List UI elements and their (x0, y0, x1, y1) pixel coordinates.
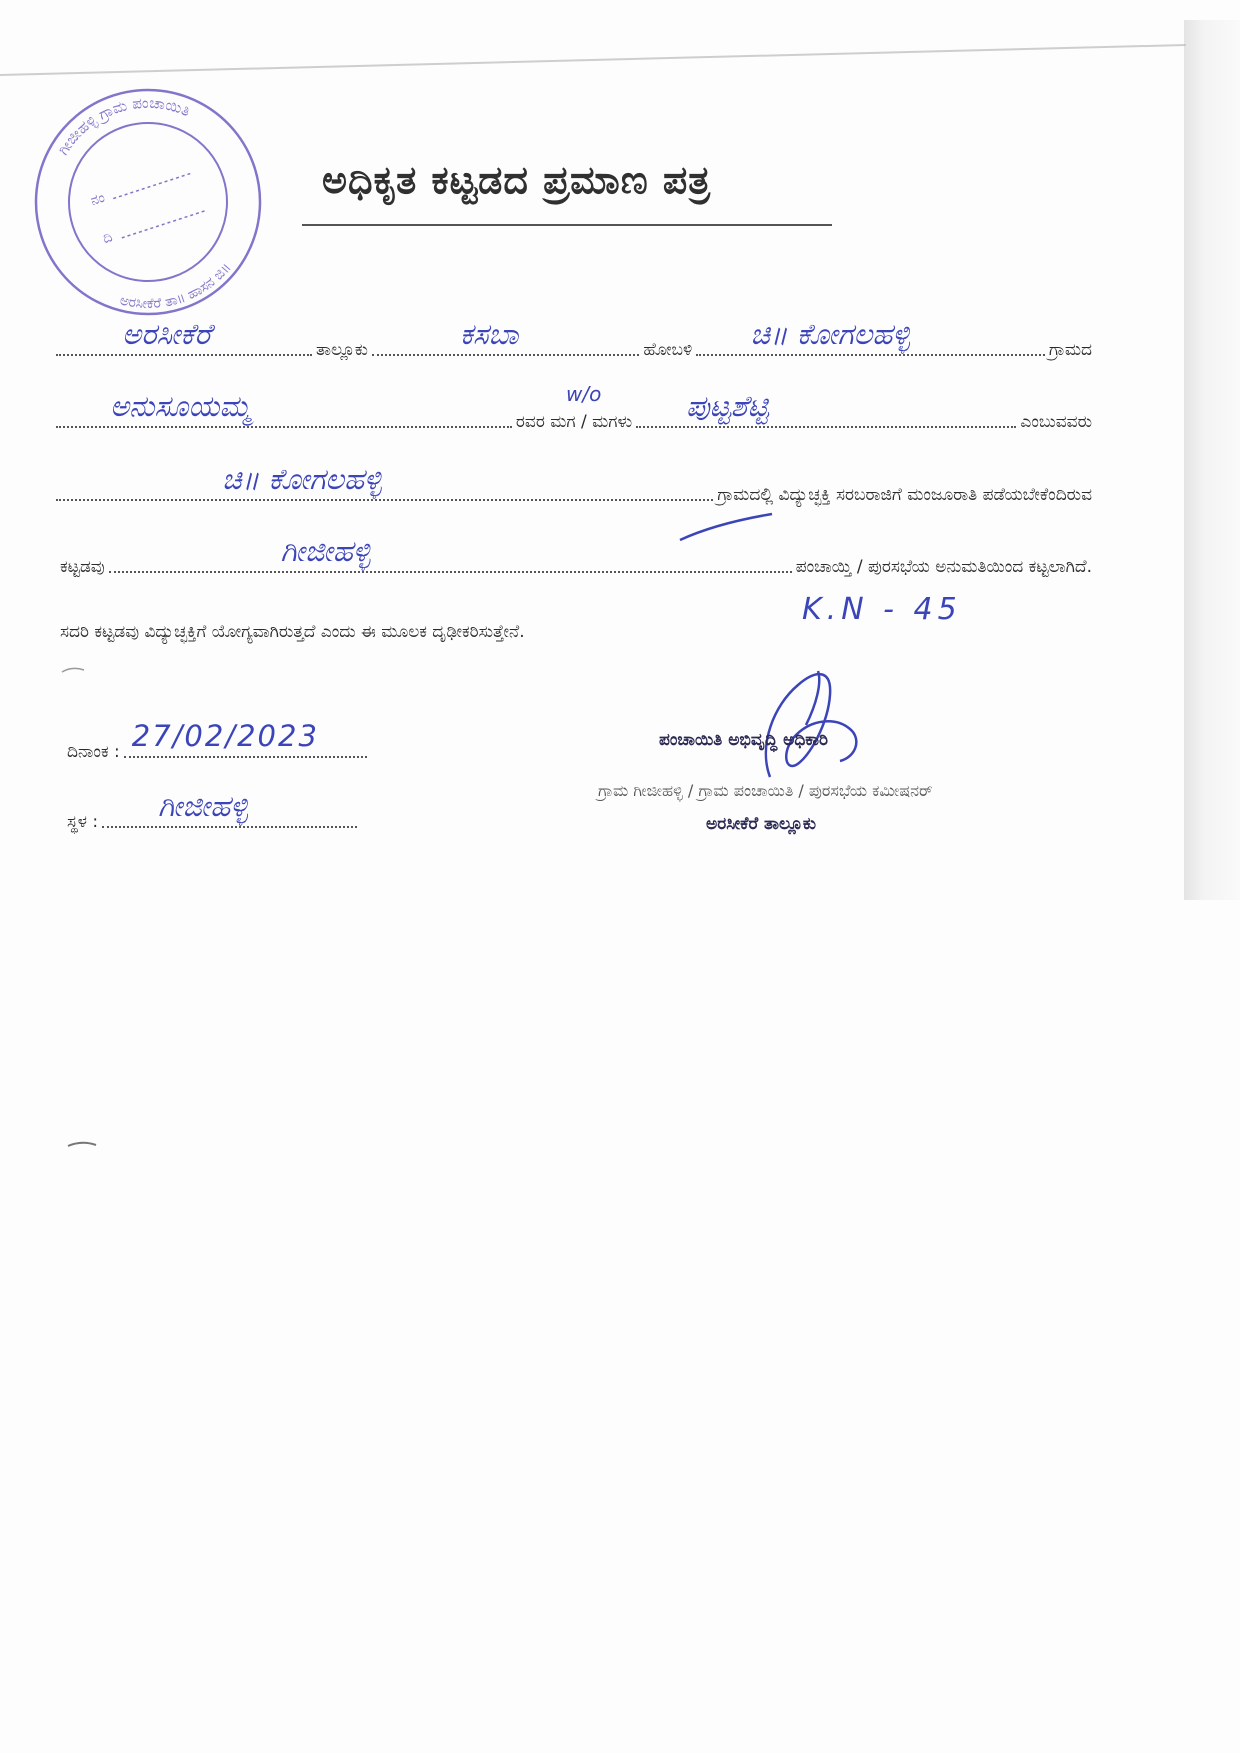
stamp-date-label: ದಿ (100, 229, 115, 248)
supply-text: ಗ್ರಾಮದಲ್ಲಿ ವಿದ್ಯುಚ್ಛಕ್ತಿ ಸರಬರಾಜಿಗೆ ಮಂಜೂರಾತಿ ಪಡೆಯಬೇಕೆಂದಿರುವ (717, 485, 1092, 505)
permission-text: ಪಂಚಾಯ್ತಿ / ಪುರಸಭೆಯ ಅನುಮತಿಯಿಂದ ಕಟ್ಟಲಾಗಿದೆ. (795, 557, 1092, 577)
date-label: ದಿನಾಂಕ : (67, 742, 120, 762)
taluk-blank (56, 317, 312, 356)
line-applicant (56, 382, 1096, 432)
relation-label: ರವರ ಮಗ / ಮಗಳು (515, 412, 633, 432)
name-blank (56, 389, 512, 428)
scan-top-line (0, 44, 1186, 76)
signatory-taluk: ಅರಸೀಕೆರೆ ತಾಲ್ಲೂಕು (706, 814, 816, 834)
supply-village-blank (56, 462, 713, 501)
scan-edge (1184, 20, 1240, 900)
parent-blank (636, 389, 1016, 428)
title-underline (302, 224, 832, 226)
handwritten-tick-mark (676, 510, 776, 544)
village-blank (696, 317, 1045, 356)
stamp-ring-top-text: ಗೀಜೀಹಳ್ಳಿ ಗ್ರಾಮ ಪಂಚಾಯಿತಿ (54, 93, 193, 159)
date-value: 27/02/2023 (131, 719, 319, 753)
parent-value: ಪುಟ್ಟಶೆಟ್ಟಿ (686, 389, 769, 423)
office-stamp (28, 84, 268, 320)
building-label: ಕಟ್ಟಡವು (60, 557, 105, 577)
panchayat-value: ಗೀಜೀಹಳ್ಳಿ (280, 534, 371, 568)
signatory-designation: ಪಂಚಾಯಿತಿ ಅಭಿವೃದ್ಧಿ ಅಧಿಕಾರಿ (659, 730, 828, 750)
date-row (67, 719, 367, 762)
certification-text: ಸದರಿ ಕಟ್ಟಡವು ವಿದ್ಯುಚ್ಛಕ್ತಿಗೆ ಯೋಗ್ಯವಾಗಿರುತ್ತದೆ ಎಂದು ಈ ಮೂಲಕ ದೃಢೀಕರಿಸುತ್ತೇನೆ. (60, 622, 525, 642)
place-row (67, 789, 357, 832)
place-value: ಗೀಜೀಹಳ್ಳಿ (158, 789, 248, 823)
village-label: ಗ್ರಾಮದ (1048, 340, 1092, 360)
place-blank (102, 789, 357, 828)
hobli-label: ಹೋಬಳಿ (643, 340, 693, 360)
reference-number: K.N - 45 (802, 592, 962, 627)
hobli-blank (372, 317, 639, 356)
hobli-value: ಕಸಬಾ (459, 317, 519, 351)
signatory-office: ಗ್ರಾಮ ಗೀಜೀಹಳ್ಳಿ / ಗ್ರಾಮ ಪಂಚಾಯಿತಿ / ಪುರಸಭೆಯ ಕಮೀಷನರ್ (598, 781, 933, 800)
stamp-number-label: ನಂ (88, 189, 107, 210)
line-building-permission (56, 534, 1096, 577)
panchayat-blank (109, 534, 792, 573)
document-title: ಅಧಿಕೃತ ಕಟ್ಟಡದ ಪ್ರಮಾಣ ಪತ್ರ (322, 158, 711, 202)
line-taluk-hobli-village (56, 317, 1096, 360)
signature (752, 665, 872, 787)
line-village-supply (56, 462, 1096, 505)
scan-artifact (68, 1143, 96, 1146)
taluk-value: ಅರಸೀಕೆರೆ (122, 317, 211, 351)
name-value: ಅನುಸೂಯಮ್ಮ (110, 389, 251, 423)
stamp-ring-bottom-text: ಅರಸೀಕೆರೆ ತಾ॥ ಹಾಸನ ಜಿ॥ (118, 259, 235, 313)
date-blank (124, 719, 367, 758)
end-label: ಎಂಬುವವರು (1020, 412, 1092, 432)
supply-village-value: ಚಿ॥ ಕೋಗಲಹಳ್ಳಿ (222, 462, 382, 496)
stamp-outer-ring (28, 84, 268, 320)
village-value: ಚಿ॥ ಕೋಗಲಹಳ್ಳಿ (750, 317, 910, 351)
taluk-label: ತಾಲ್ಲೂಕು (315, 340, 368, 360)
place-label: ಸ್ಥಳ : (67, 812, 99, 832)
relation-note: w/o (566, 382, 602, 406)
scan-artifact (62, 668, 84, 672)
